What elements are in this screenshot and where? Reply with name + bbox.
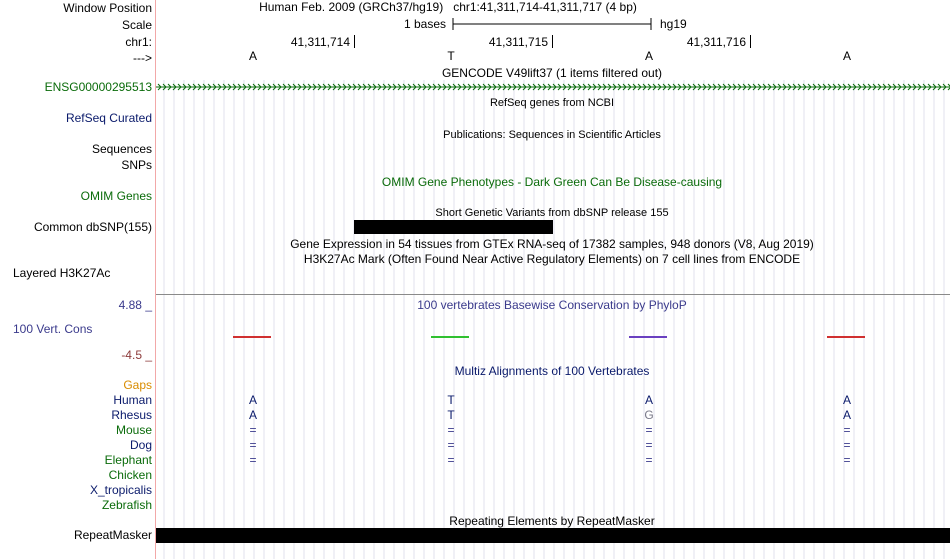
refseq-curated-label[interactable]: RefSeq Curated	[65, 111, 152, 125]
gene-strand-arrows[interactable]	[156, 82, 950, 92]
gencode-track-title: GENCODE V49lift37 (1 items filtered out)	[441, 66, 663, 80]
phylop-bar[interactable]	[827, 336, 865, 338]
mouse-base: =	[249, 423, 257, 437]
rhesus-base: A	[842, 408, 851, 422]
mouse-base: =	[447, 423, 455, 437]
ruler-base: T	[447, 49, 455, 63]
elephant-base: =	[447, 453, 455, 467]
species-label[interactable]: Chicken	[108, 468, 152, 482]
mouse-base: =	[645, 423, 653, 437]
snps-label[interactable]: SNPs	[121, 158, 152, 172]
layered-h3k27ac-label[interactable]: Layered H3K27Ac	[13, 266, 111, 280]
dog-base: =	[843, 438, 851, 452]
human-base: A	[842, 393, 851, 407]
species-label[interactable]: Dog	[129, 438, 152, 452]
common-dbsnp-label[interactable]: Common dbSNP(155)	[33, 220, 152, 234]
mouse-base: =	[843, 423, 851, 437]
phylop-top-line	[156, 294, 950, 295]
window-position-label: Window Position	[63, 1, 152, 15]
scale-bar	[452, 16, 654, 32]
repeat-element-feature[interactable]	[156, 528, 950, 543]
refseq-track-title: RefSeq genes from NCBI	[489, 97, 615, 109]
dog-base: =	[447, 438, 455, 452]
repeatmasker-label[interactable]: RepeatMasker	[73, 528, 152, 542]
dog-base: =	[645, 438, 653, 452]
dbsnp-track-title: Short Genetic Variants from dbSNP release 155	[435, 207, 669, 219]
gene-link-ensg[interactable]: ENSG00000295513	[44, 80, 152, 94]
track-data-area[interactable]	[156, 0, 950, 559]
elephant-base: =	[843, 453, 851, 467]
ruler-tick-mark	[354, 35, 355, 48]
publications-track-title: Publications: Sequences in Scientific Articles	[443, 129, 661, 141]
dog-base: =	[249, 438, 257, 452]
species-label[interactable]: Zebrafish	[101, 498, 152, 512]
species-label[interactable]: X_tropicalis	[89, 483, 152, 497]
sequences-label[interactable]: Sequences	[91, 142, 152, 156]
ruler-tick-mark	[750, 35, 751, 48]
human-base: T	[447, 393, 455, 407]
repeatmasker-track-title: Repeating Elements by RepeatMasker	[449, 514, 655, 528]
base-grid-lines	[156, 80, 950, 559]
vert-cons-label[interactable]: 100 Vert. Cons	[13, 322, 93, 336]
elephant-base: =	[645, 453, 653, 467]
scale-db: hg19	[660, 17, 687, 31]
species-label[interactable]: Human	[113, 393, 152, 407]
phylop-bars[interactable]	[156, 334, 950, 344]
ruler-tick-label: 41,311,716	[686, 35, 746, 49]
ruler-base: A	[644, 49, 653, 63]
species-label[interactable]: Elephant	[104, 453, 152, 467]
chrom-label: chr1:	[125, 35, 152, 49]
assembly-position-line	[259, 0, 637, 14]
cons-min-label: -4.5 _	[121, 348, 152, 362]
omim-genes-label[interactable]: OMIM Genes	[80, 189, 152, 203]
gtex-track-title: Gene Expression in 54 tissues from GTEx RNA-seq of 17382 samples, 948 donors (V8, Aug 2019)	[290, 237, 814, 251]
window-coordinates: chr1:41,311,714-41,311,717 (4 bp)	[453, 0, 637, 14]
phylop-bar[interactable]	[233, 336, 271, 338]
ruler-base: A	[248, 49, 257, 63]
elephant-base: =	[249, 453, 257, 467]
species-label[interactable]: Rhesus	[111, 408, 152, 422]
ruler-tick-mark	[552, 35, 553, 48]
rhesus-base: A	[248, 408, 257, 422]
scale-text: 1 bases	[404, 17, 447, 31]
ruler-tick-label: 41,311,715	[488, 35, 548, 49]
scale-label: Scale	[121, 18, 152, 32]
h3k27ac-track-title: H3K27Ac Mark (Often Found Near Active Regulatory Elements) on 7 cell lines from ENCODE	[303, 252, 801, 266]
human-base: A	[248, 393, 257, 407]
assembly-name: Human Feb. 2009 (GRCh37/hg19)	[259, 0, 444, 14]
track-labels-column	[0, 0, 155, 559]
phylop-bar[interactable]	[629, 336, 667, 338]
multiz-track-title: Multiz Alignments of 100 Vertebrates	[454, 364, 650, 378]
ruler-tick-label: 41,311,714	[290, 35, 350, 49]
cons-max-label: 4.88 _	[118, 298, 152, 312]
omim-track-title: OMIM Gene Phenotypes - Dark Green Can Be Disease-causing	[381, 175, 723, 189]
human-base: A	[644, 393, 653, 407]
phylop-track-title: 100 vertebrates Basewise Conservation by PhyloP	[417, 298, 687, 312]
dbsnp-variant-feature[interactable]	[354, 220, 553, 234]
rhesus-base: T	[447, 408, 455, 422]
species-label[interactable]: Mouse	[115, 423, 152, 437]
rhesus-base: G	[644, 408, 654, 422]
phylop-bar[interactable]	[431, 336, 469, 338]
strand-arrow-label: --->	[133, 51, 152, 65]
gaps-label[interactable]: Gaps	[123, 378, 152, 392]
ruler-base: A	[842, 49, 851, 63]
